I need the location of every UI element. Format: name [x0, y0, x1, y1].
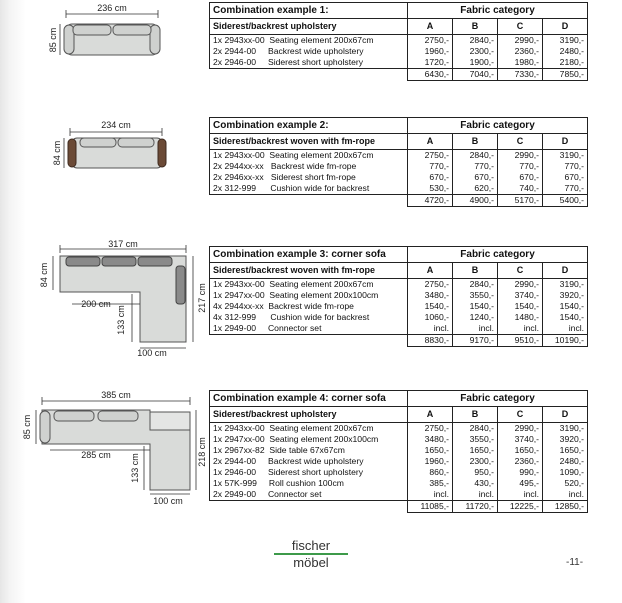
table-title: Combination example 2: — [210, 118, 408, 134]
table-row: 1x 2946-00 Siderest short upholstery 860,- 950,- 990,- 1090,- — [210, 467, 588, 478]
cat-a: A — [408, 134, 453, 150]
fabric-category-label: Fabric category — [408, 3, 588, 19]
dim-length-4: 218 cm — [197, 437, 207, 467]
table-subtitle: Siderest/backrest woven with fm-rope — [210, 263, 408, 279]
logo-top-text: fischer — [291, 538, 331, 553]
cat-a: A — [408, 19, 453, 35]
table-row: 1x 2947xx-00 Seating element 200x100cm 3480,- 3550,- 3740,- 3920,- — [210, 434, 588, 445]
table-row: 1x 2947xx-00 Seating element 200x100cm 3480,- 3550,- 3740,- 3920,- — [210, 290, 588, 301]
cat-c: C — [498, 263, 543, 279]
table-subtitle: Siderest/backrest upholstery — [210, 19, 408, 35]
cat-c: C — [498, 407, 543, 423]
cat-b: B — [453, 407, 498, 423]
table-row: 1x 2943xx-00 Seating element 200x67cm 2750,- 2840,- 2990,- 3190,- — [210, 35, 588, 47]
sofa-drawing-4 — [22, 390, 207, 506]
fabric-category-label: Fabric category — [408, 247, 588, 263]
price-table-1 — [209, 2, 588, 81]
table-row: 4x 312-999 Cushion wide for backrest 1060,- 1240,- 1480,- 1540,- — [210, 312, 588, 323]
sofa-drawing-2 — [52, 120, 166, 168]
table-row: 1x 57K-999 Roll cushion 100cm 385,- 430,- 495,- 520,- — [210, 478, 588, 489]
table-row: 2x 2949-00 Connector set incl. incl. incl. incl. — [210, 489, 588, 501]
cat-d: D — [543, 134, 588, 150]
fabric-category-label: Fabric category — [408, 391, 588, 407]
table-row: 2x 2944-00 Backrest wide upholstery 1960,- 2300,- 2360,- 2480,- — [210, 456, 588, 467]
table-title: Combination example 3: corner sofa — [210, 247, 408, 263]
price-table-4 — [209, 390, 588, 513]
cat-d: D — [543, 407, 588, 423]
dim-width-4: 385 cm — [101, 390, 131, 400]
dim-depth-3: 84 cm — [39, 262, 49, 288]
table-row: 2x 2946-00 Siderest short upholstery 1720,- 1900,- 1980,- 2180,- — [210, 57, 588, 69]
dim-inner-width-3: 200 cm — [81, 299, 111, 309]
dim-width-1: 236 cm — [97, 3, 127, 13]
sofa-drawing-3 — [39, 239, 207, 358]
table-row: 1x 2967xx-82 Side table 67x67cm 1650,- 1650,- 1650,- 1650,- — [210, 445, 588, 456]
table-title: Combination example 1: — [210, 3, 408, 19]
cat-c: C — [498, 134, 543, 150]
price-table-3 — [209, 246, 588, 347]
dim-width-2: 234 cm — [101, 120, 131, 130]
table-row: 1x 2943xx-00 Seating element 200x67cm 2750,- 2840,- 2990,- 3190,- — [210, 279, 588, 291]
dim-inner-width-4: 285 cm — [81, 450, 111, 460]
dim-depth-4: 85 cm — [22, 414, 32, 440]
table-row: 1x 2943xx-00 Seating element 200x67cm 2750,- 2840,- 2990,- 3190,- — [210, 423, 588, 435]
cat-c: C — [498, 19, 543, 35]
dim-length-3: 217 cm — [197, 283, 207, 313]
totals-row: 4720,- 4900,- 5170,- 5400,- — [210, 195, 588, 207]
table-subtitle: Siderest/backrest woven with fm-rope — [210, 134, 408, 150]
table-subtitle: Siderest/backrest upholstery — [210, 407, 408, 423]
table-row: 4x 2944xx-xx Backrest wide fm-rope 1540,- 1540,- 1540,- 1540,- — [210, 301, 588, 312]
dim-inner-depth-3: 133 cm — [116, 305, 126, 335]
price-table-2 — [209, 117, 588, 207]
cat-b: B — [453, 263, 498, 279]
cat-d: D — [543, 19, 588, 35]
logo-bottom-text: möbel — [293, 555, 329, 570]
cat-d: D — [543, 263, 588, 279]
table-row: 1x 2949-00 Connector set incl. incl. incl. incl. — [210, 323, 588, 335]
cat-a: A — [408, 263, 453, 279]
dim-width-3: 317 cm — [108, 239, 138, 249]
table-row: 2x 2946xx-xx Siderest short fm-rope 670,- 670,- 670,- 670,- — [210, 172, 588, 183]
dim-inner-depth-4: 133 cm — [130, 453, 140, 483]
totals-row: 8830,- 9170,- 9510,- 10190,- — [210, 335, 588, 347]
cat-b: B — [453, 134, 498, 150]
table-row: 1x 2943xx-00 Seating element 200x67cm 2750,- 2840,- 2990,- 3190,- — [210, 150, 588, 162]
page-number: -11- — [566, 557, 584, 568]
totals-row: 11085,- 11720,- 12225,- 12850,- — [210, 501, 588, 513]
cat-b: B — [453, 19, 498, 35]
table-row: 2x 2944xx-xx Backrest wide fm-rope 770,- 770,- 770,- 770,- — [210, 161, 588, 172]
fabric-category-label: Fabric category — [408, 118, 588, 134]
table-row: 2x 312-999 Cushion wide for backrest 530,- 620,- 740,- 770,- — [210, 183, 588, 195]
totals-row: 6430,- 7040,- 7330,- 7850,- — [210, 69, 588, 81]
dim-chaise-width-4: 100 cm — [153, 496, 183, 506]
sofa-drawing-1 — [48, 3, 160, 55]
table-title: Combination example 4: corner sofa — [210, 391, 408, 407]
dim-depth-2: 84 cm — [52, 140, 62, 166]
cat-a: A — [408, 407, 453, 423]
brand-logo — [270, 538, 352, 570]
table-row: 2x 2944-00 Backrest wide upholstery 1960,- 2300,- 2360,- 2480,- — [210, 46, 588, 57]
dim-chaise-width-3: 100 cm — [137, 348, 167, 358]
dim-depth-1: 85 cm — [48, 27, 58, 53]
